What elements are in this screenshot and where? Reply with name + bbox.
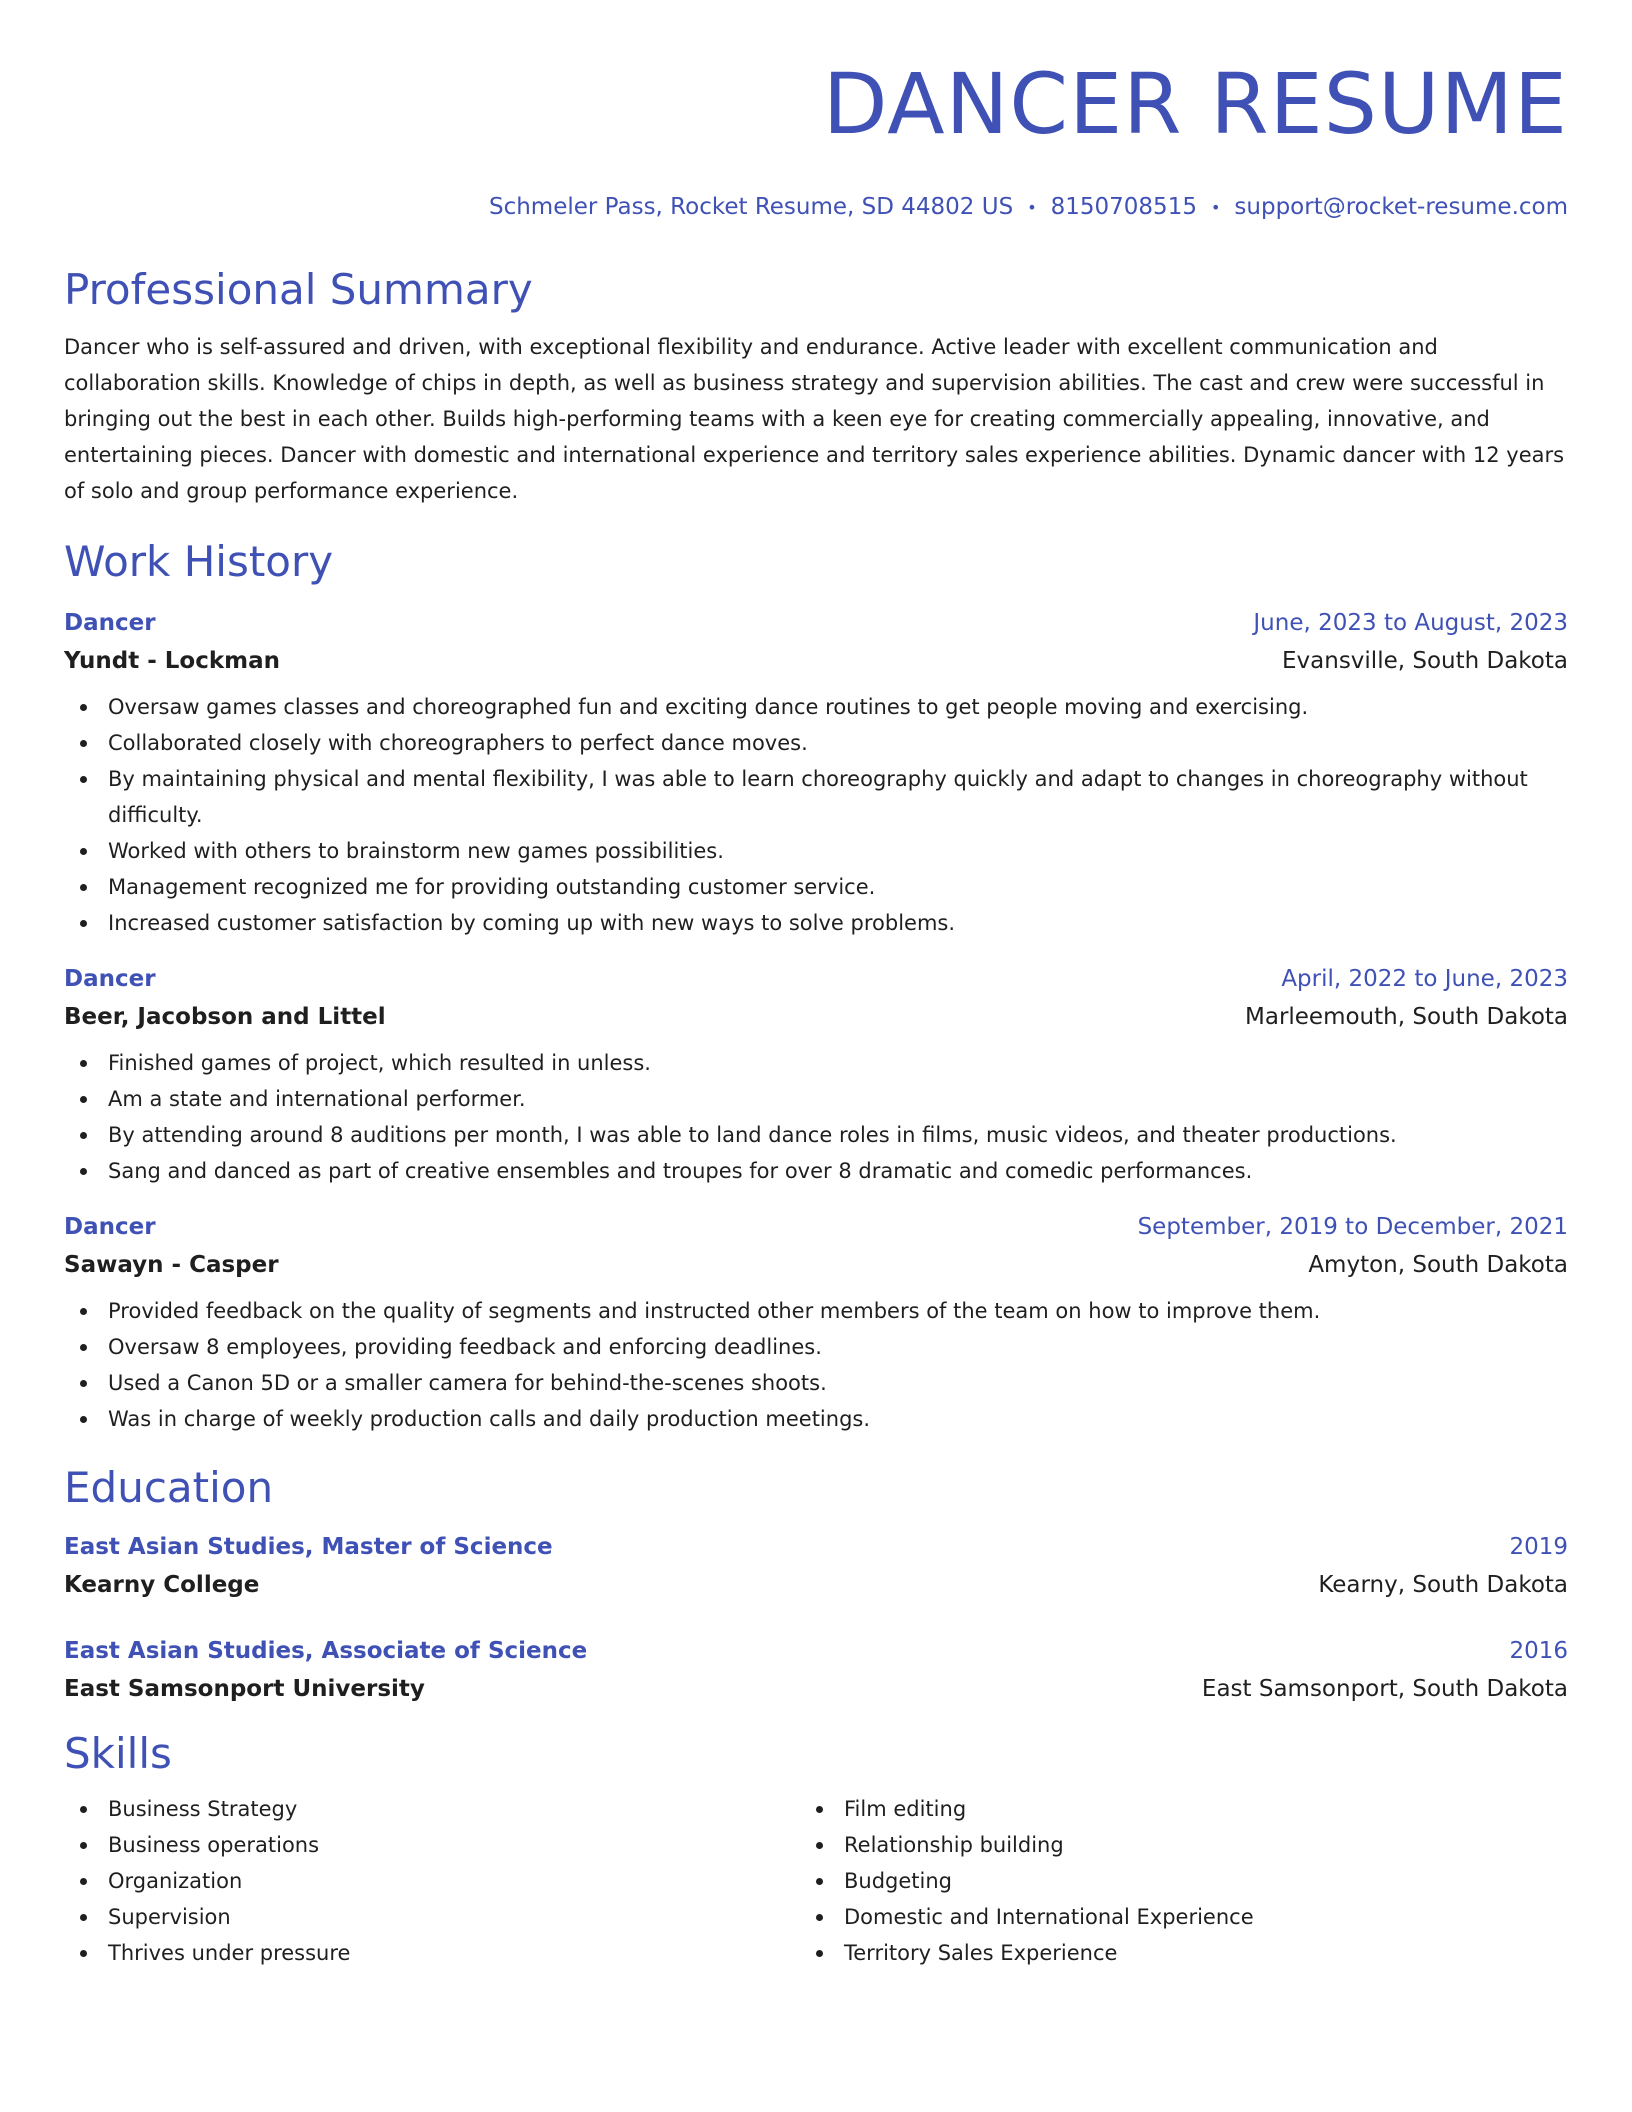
skill-item: Organization [64, 1863, 800, 1899]
job-role: Dancer [64, 965, 156, 992]
list-item: Oversaw 8 employees, providing feedback and enforcing deadlines. [64, 1329, 1568, 1365]
list-item: By maintaining physical and mental flexibility, I was able to learn choreography quickly and adapt to changes in choreography without difficulty. [64, 761, 1568, 833]
skill-item: Territory Sales Experience [800, 1935, 1536, 1971]
job-location: Amyton, South Dakota [1308, 1251, 1568, 1278]
skill-item: Business Strategy [64, 1791, 800, 1827]
job-company: Yundt - Lockman [64, 647, 280, 674]
job-bullets [64, 1293, 1568, 1437]
contact-phone: 8150708515 [1050, 194, 1197, 220]
education-location: East Samsonport, South Dakota [1201, 1675, 1568, 1702]
summary-text: Dancer who is self-assured and driven, with exceptional flexibility and endurance. Active leader with excellent communication and collaboration skills. Knowledge of chips in depth, as well as business strategy and supervision abilities. The cast and crew were successful in bringing out the best in each other. Builds high-performing teams with a keen eye for creating commercially appealing, innovative, and entertaining pieces. Dancer with domestic and international experience and territory sales experience abilities. Dynamic dancer with 12 years of solo and group performance experience. [64, 334, 1565, 503]
work-history-heading: Work History [64, 536, 334, 586]
education-degree: East Asian Studies, Associate of Science [64, 1637, 588, 1664]
education-school: Kearny College [64, 1571, 260, 1598]
contact-address: Schmeler Pass, Rocket Resume, SD 44802 US [488, 194, 1014, 220]
skill-item: Film editing [800, 1791, 1536, 1827]
education-year: 2019 [1509, 1533, 1568, 1560]
skill-item: Business operations [64, 1827, 800, 1863]
list-item: Collaborated closely with choreographers to perfect dance moves. [64, 725, 1568, 761]
education-location: Kearny, South Dakota [1318, 1571, 1568, 1598]
list-item: By attending around 8 auditions per month, I was able to land dance roles in films, music videos, and theater productions. [64, 1117, 1568, 1153]
resume-header [64, 56, 1568, 223]
list-item: Am a state and international performer. [64, 1081, 1568, 1117]
education-entry [64, 1531, 1568, 1601]
job-company: Beer, Jacobson and Littel [64, 1003, 386, 1030]
resume-name: DANCER RESUME [822, 55, 1568, 153]
job-dates: April, 2022 to June, 2023 [1281, 965, 1568, 992]
contact-separator: • [1210, 197, 1221, 217]
job-role: Dancer [64, 1213, 156, 1240]
list-item: Sang and danced as part of creative ensembles and troupes for over 8 dramatic and comedic performances. [64, 1153, 1568, 1189]
summary-heading: Professional Summary [64, 264, 533, 314]
list-item: Worked with others to brainstorm new games possibilities. [64, 833, 1568, 869]
job-company: Sawayn - Casper [64, 1251, 279, 1278]
skill-item: Budgeting [800, 1863, 1536, 1899]
job-entry [64, 963, 1568, 1189]
list-item: Increased customer satisfaction by coming up with new ways to solve problems. [64, 905, 1568, 941]
job-location: Marleemouth, South Dakota [1245, 1003, 1568, 1030]
job-entry [64, 1211, 1568, 1437]
skill-item: Domestic and International Experience [800, 1899, 1536, 1935]
list-item: Management recognized me for providing outstanding customer service. [64, 869, 1568, 905]
job-dates: June, 2023 to August, 2023 [1253, 609, 1568, 636]
job-dates: September, 2019 to December, 2021 [1137, 1213, 1568, 1240]
contact-email: support@rocket-resume.com [1234, 194, 1568, 220]
job-bullets [64, 1045, 1568, 1189]
list-item: Oversaw games classes and choreographed fun and exciting dance routines to get people moving and exercising. [64, 689, 1568, 725]
skills-column-right [800, 1791, 1536, 1971]
list-item: Used a Canon 5D or a smaller camera for behind-the-scenes shoots. [64, 1365, 1568, 1401]
job-location: Evansville, South Dakota [1282, 647, 1568, 674]
skills-heading: Skills [64, 1728, 172, 1778]
education-entry [64, 1635, 1568, 1705]
job-entry [64, 607, 1568, 941]
skill-item: Supervision [64, 1899, 800, 1935]
skill-item: Relationship building [800, 1827, 1536, 1863]
education-school: East Samsonport University [64, 1675, 425, 1702]
skills-column-left [64, 1791, 800, 1971]
list-item: Was in charge of weekly production calls and daily production meetings. [64, 1401, 1568, 1437]
list-item: Provided feedback on the quality of segments and instructed other members of the team on how to improve them. [64, 1293, 1568, 1329]
education-year: 2016 [1509, 1637, 1568, 1664]
contact-line [64, 192, 1568, 223]
list-item: Finished games of project, which resulted in unless. [64, 1045, 1568, 1081]
education-heading: Education [64, 1462, 274, 1512]
skills-list [64, 1791, 1568, 1971]
contact-separator: • [1027, 197, 1037, 217]
education-degree: East Asian Studies, Master of Science [64, 1533, 553, 1560]
skill-item: Thrives under pressure [64, 1935, 800, 1971]
job-bullets [64, 689, 1568, 941]
job-role: Dancer [64, 609, 156, 636]
